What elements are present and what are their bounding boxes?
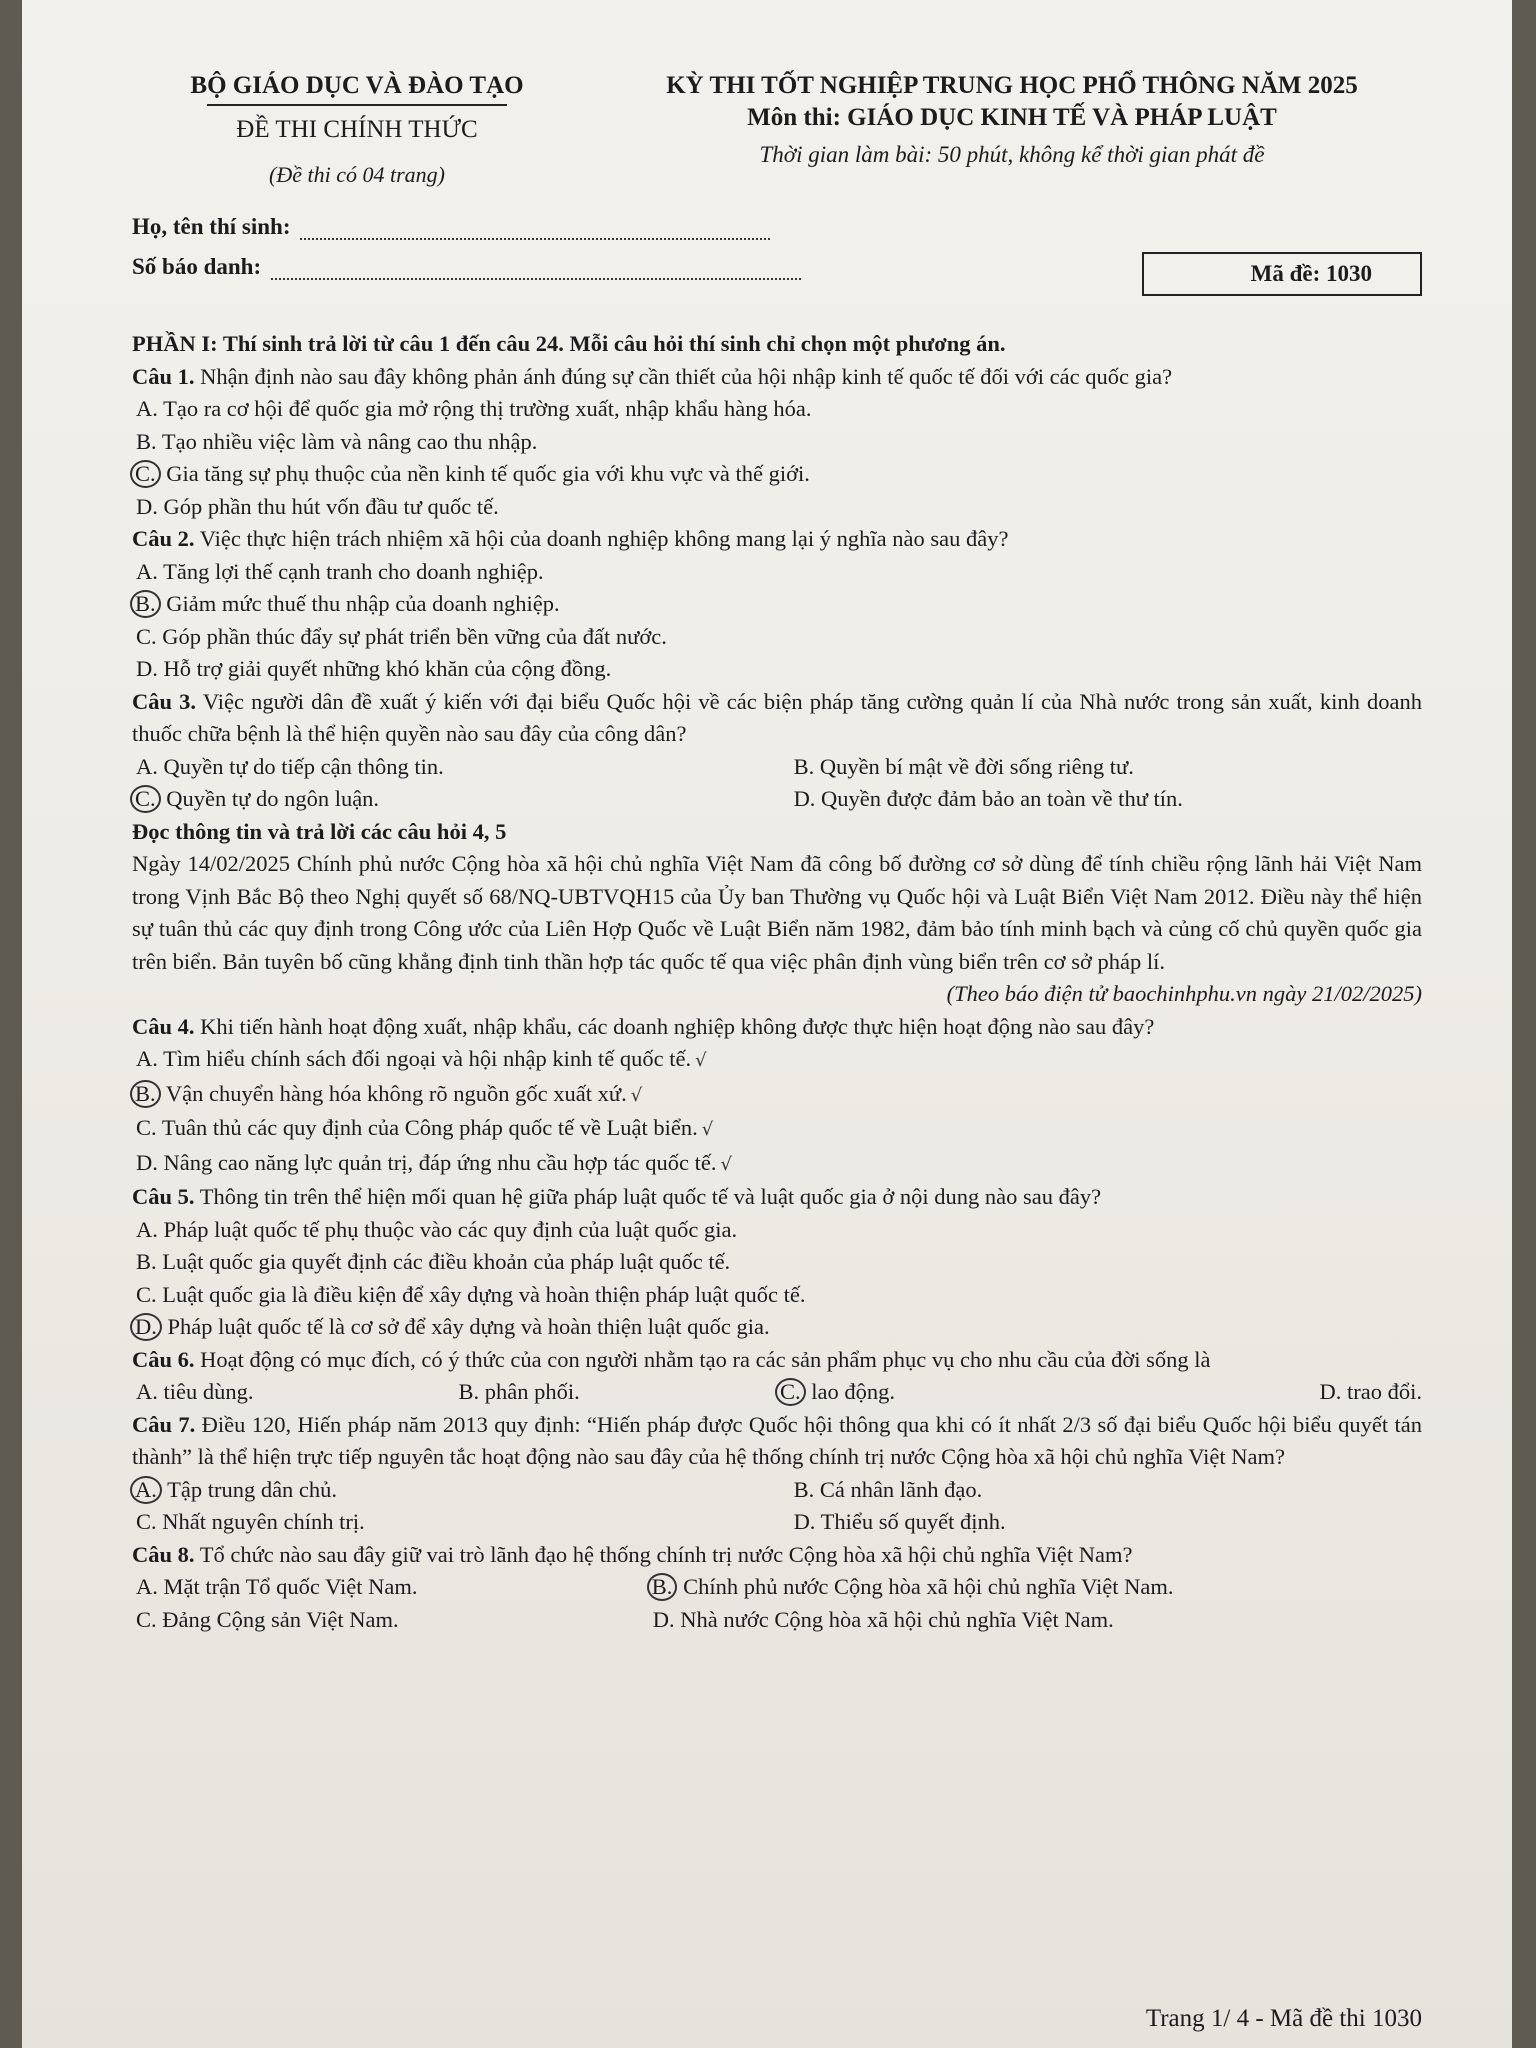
option-a: A. Quyền tự do tiếp cận thông tin. — [136, 753, 444, 779]
question-text: Điều 120, Hiến pháp năm 2013 quy định: “Hiến pháp được Quốc hội thông qua khi có ít nhất 2/3 số đại biểu Quốc hội biểu quyết tán thành” là thể hiện trực tiếp nguyên tắc hoạt động nào sau đây của hệ thống chính trị nước Cộng hòa xã hội chủ nghĩa Việt Nam? — [132, 1411, 1423, 1469]
option-text: D. Nâng cao năng lực quản trị, đáp ứng nhu cầu hợp tác quốc tế. — [136, 1149, 717, 1175]
question-text: Tổ chức nào sau đây giữ vai trò lãnh đạo hệ thống chính trị nước Cộng hòa xã hội chủ nghĩa Việt Nam? — [199, 1541, 1133, 1567]
options-row — [132, 1571, 1422, 1604]
option-text: Gia tăng sự phụ thuộc của nền kinh tế quốc gia với khu vực và thế giới. — [166, 461, 810, 486]
option-a — [132, 1474, 790, 1507]
option-c: C. Góp phần thúc đẩy sự phát triển bền vững của đất nước. — [136, 623, 667, 649]
question-text: Khi tiến hành hoạt động xuất, nhập khẩu, các doanh nghiệp không được thực hiện hoạt động nào sau đây? — [200, 1013, 1155, 1039]
question-label: Câu 4. — [132, 1013, 195, 1039]
header-left — [132, 72, 582, 188]
option-d: D. trao đổi. — [1319, 1379, 1422, 1404]
candidate-id-label: Số báo danh: — [132, 254, 262, 279]
question-label: Câu 3. — [132, 688, 197, 714]
circled-answer-mark: B. — [647, 1573, 678, 1601]
option-b: B. Tạo nhiều việc làm và nâng cao thu nhập. — [136, 428, 538, 454]
option-b: B. Luật quốc gia quyết định các điều khoản của pháp luật quốc tế. — [136, 1249, 731, 1274]
question-6 — [132, 1344, 1422, 1377]
options-row — [132, 751, 1422, 784]
candidate-name-row — [132, 214, 770, 240]
option-b — [132, 588, 1422, 621]
option-c: C. Luật quốc gia là điều kiện để xây dựng và hoàn thiện pháp luật quốc tế. — [136, 1281, 806, 1307]
question-label: Câu 7. — [132, 1411, 196, 1437]
candidate-id-row — [132, 254, 801, 280]
option-d: D. Hỗ trợ giải quyết những khó khăn của cộng đồng. — [136, 656, 612, 681]
part-1-instruction: PHẦN I: Thí sinh trả lời từ câu 1 đến câu 24. Mỗi câu hỏi thí sinh chỉ chọn một phương án. — [132, 331, 1006, 356]
circled-answer-mark: B. — [130, 590, 161, 618]
option-text: Vận chuyển hàng hóa không rõ nguồn gốc xuất xứ. — [165, 1080, 627, 1106]
option-text: A. Tìm hiểu chính sách đối ngoại và hội nhập kinh tế quốc tế. — [136, 1046, 692, 1071]
official-label: ĐỀ THI CHÍNH THỨC — [236, 116, 478, 143]
candidate-id-line — [271, 256, 801, 280]
exam-content — [132, 328, 1422, 1636]
candidate-name-label: Họ, tên thí sinh: — [132, 214, 291, 239]
option-d: D. Nhà nước Cộng hòa xã hội chủ nghĩa Việt Nam. — [652, 1606, 1114, 1632]
passage-source: (Theo báo điện tử baochinhphu.vn ngày 21/02/2025) — [946, 981, 1422, 1006]
question-text: Hoạt động có mục đích, có ý thức của con người nhằm tạo ra các sản phẩm phục vụ cho nhu cầu của đời sống là — [200, 1346, 1211, 1372]
exam-time: Thời gian làm bài: 50 phút, không kể thời gian phát đề — [759, 142, 1265, 167]
options-row — [132, 1376, 1422, 1409]
exam-title: KỲ THI TỐT NGHIỆP TRUNG HỌC PHỔ THÔNG NĂM 2025 — [666, 72, 1358, 99]
option-b: B. phân phối. — [458, 1379, 580, 1404]
exam-sheet — [22, 0, 1512, 2048]
option-b — [132, 1078, 1422, 1113]
question-text: Việc người dân đề xuất ý kiến với đại biểu Quốc hội về các biện pháp tăng cường quản lí của Nhà nước trong sản xuất, kinh doanh thuốc chữa bệnh là thể hiện quyền nào sau đây của công dân? — [132, 688, 1422, 746]
option-text: Tập trung dân chủ. — [167, 1476, 338, 1502]
circled-answer-mark: C. — [130, 460, 161, 488]
options-row — [132, 1474, 1422, 1507]
option-a: A. Pháp luật quốc tế phụ thuộc vào các quy định của luật quốc gia. — [136, 1216, 738, 1242]
ministry-name: BỘ GIÁO DỤC VÀ ĐÀO TẠO — [190, 72, 524, 99]
passage-heading: Đọc thông tin và trả lời các câu hỏi 4, 5 — [132, 818, 507, 844]
question-text: Việc thực hiện trách nhiệm xã hội của doanh nghiệp không mang lại ý nghĩa nào sau đây? — [199, 526, 1009, 551]
circled-answer-mark: B. — [130, 1080, 161, 1108]
exam-code-box: Mã đề: 1030 — [1142, 252, 1422, 296]
question-text: Nhận định nào sau đây không phản ánh đúng sự cần thiết của hội nhập kinh tế quốc tế đối với các quốc gia? — [200, 363, 1173, 389]
circled-answer-mark: C. — [775, 1378, 806, 1406]
option-c — [777, 1376, 1100, 1409]
exam-header — [132, 60, 1422, 200]
page-count-note: (Đề thi có 04 trang) — [269, 162, 445, 187]
question-label: Câu 8. — [132, 1541, 195, 1567]
question-1 — [132, 361, 1422, 394]
tick-mark: √ — [701, 1119, 714, 1140]
option-d: D. Quyền được đảm bảo an toàn về thư tín. — [793, 786, 1183, 811]
option-d: D. Góp phần thu hút vốn đầu tư quốc tế. — [136, 493, 499, 519]
question-2 — [132, 523, 1422, 556]
candidate-name-line — [300, 216, 770, 240]
candidate-info — [132, 214, 1422, 294]
option-text: Pháp luật quốc tế là cơ sở để xây dựng và hoàn thiện luật quốc gia. — [167, 1314, 770, 1339]
tick-mark: √ — [695, 1050, 707, 1071]
question-label: Câu 1. — [132, 363, 195, 389]
question-5 — [132, 1181, 1422, 1214]
option-c — [132, 458, 1422, 491]
option-d — [132, 1147, 1422, 1182]
page-footer: Trang 1/ 4 - Mã đề thi 1030 — [1145, 2005, 1422, 2032]
question-7 — [132, 1409, 1422, 1474]
option-b: B. Cá nhân lãnh đạo. — [793, 1476, 983, 1502]
tick-mark: √ — [630, 1084, 643, 1106]
options-row — [132, 783, 1422, 816]
option-a — [132, 1043, 1422, 1078]
options-row — [132, 1506, 1422, 1539]
circled-answer-mark: D. — [130, 1313, 162, 1341]
question-8 — [132, 1539, 1422, 1572]
option-text: C. Tuân thủ các quy định của Công pháp quốc tế về Luật biển. — [136, 1115, 698, 1140]
options-row — [132, 1604, 1422, 1637]
option-a: A. Mặt trận Tổ quốc Việt Nam. — [136, 1574, 418, 1599]
question-text: Thông tin trên thể hiện mối quan hệ giữa pháp luật quốc tế và luật quốc gia ở nội dung nào sau đây? — [199, 1184, 1102, 1209]
question-3 — [132, 686, 1422, 751]
option-a: A. Tạo ra cơ hội để quốc gia mở rộng thị trường xuất, nhập khẩu hàng hóa. — [136, 396, 812, 421]
question-label: Câu 5. — [132, 1184, 195, 1209]
option-b — [649, 1571, 1422, 1604]
circled-answer-mark: A. — [130, 1476, 162, 1504]
option-a: A. Tăng lợi thế cạnh tranh cho doanh nghiệp. — [136, 558, 544, 584]
question-label: Câu 6. — [132, 1346, 195, 1372]
option-c — [132, 783, 790, 816]
option-b: B. Quyền bí mật về đời sống riêng tư. — [793, 753, 1134, 779]
question-label: Câu 2. — [132, 526, 195, 551]
option-a: A. tiêu dùng. — [136, 1379, 254, 1404]
circled-answer-mark: C. — [130, 785, 161, 813]
option-text: Giảm mức thuế thu nhập của doanh nghiệp. — [166, 591, 560, 616]
passage-text: Ngày 14/02/2025 Chính phủ nước Cộng hòa xã hội chủ nghĩa Việt Nam đã công bố đường cơ sở dùng để tính chiều rộng lãnh hải Việt Nam trong Vịnh Bắc Bộ theo Nghị quyết số 68/NQ-UBTVQH15 của Ủy ban Thường vụ Quốc hội và Luật Biển Việt Nam 2012. Điều này thể hiện sự tuân thủ các quy định trong Công ước của Liên Hợp Quốc về Luật Biển năm 1982, đảm bảo tính minh bạch và củng cố chủ quyền quốc gia trên biển. Bản tuyên bố cũng khẳng định tinh thần hợp tác quốc tế qua việc phân định vùng biển trên cơ sở pháp lí. — [132, 851, 1422, 974]
option-d — [132, 1311, 1422, 1344]
option-text: Quyền tự do ngôn luận. — [166, 786, 380, 811]
option-c: C. Đảng Cộng sản Việt Nam. — [136, 1606, 399, 1632]
option-text: lao động. — [811, 1379, 896, 1404]
exam-subject: Môn thi: GIÁO DỤC KINH TẾ VÀ PHÁP LUẬT — [747, 104, 1277, 131]
option-text: Chính phủ nước Cộng hòa xã hội chủ nghĩa Việt Nam. — [683, 1574, 1174, 1599]
question-4 — [132, 1011, 1422, 1044]
ministry-underline — [207, 104, 507, 106]
option-d: D. Thiểu số quyết định. — [793, 1509, 1006, 1534]
option-c: C. Nhất nguyên chính trị. — [136, 1509, 365, 1534]
tick-mark: √ — [720, 1153, 732, 1175]
option-c — [132, 1112, 1422, 1147]
header-right — [602, 72, 1422, 168]
